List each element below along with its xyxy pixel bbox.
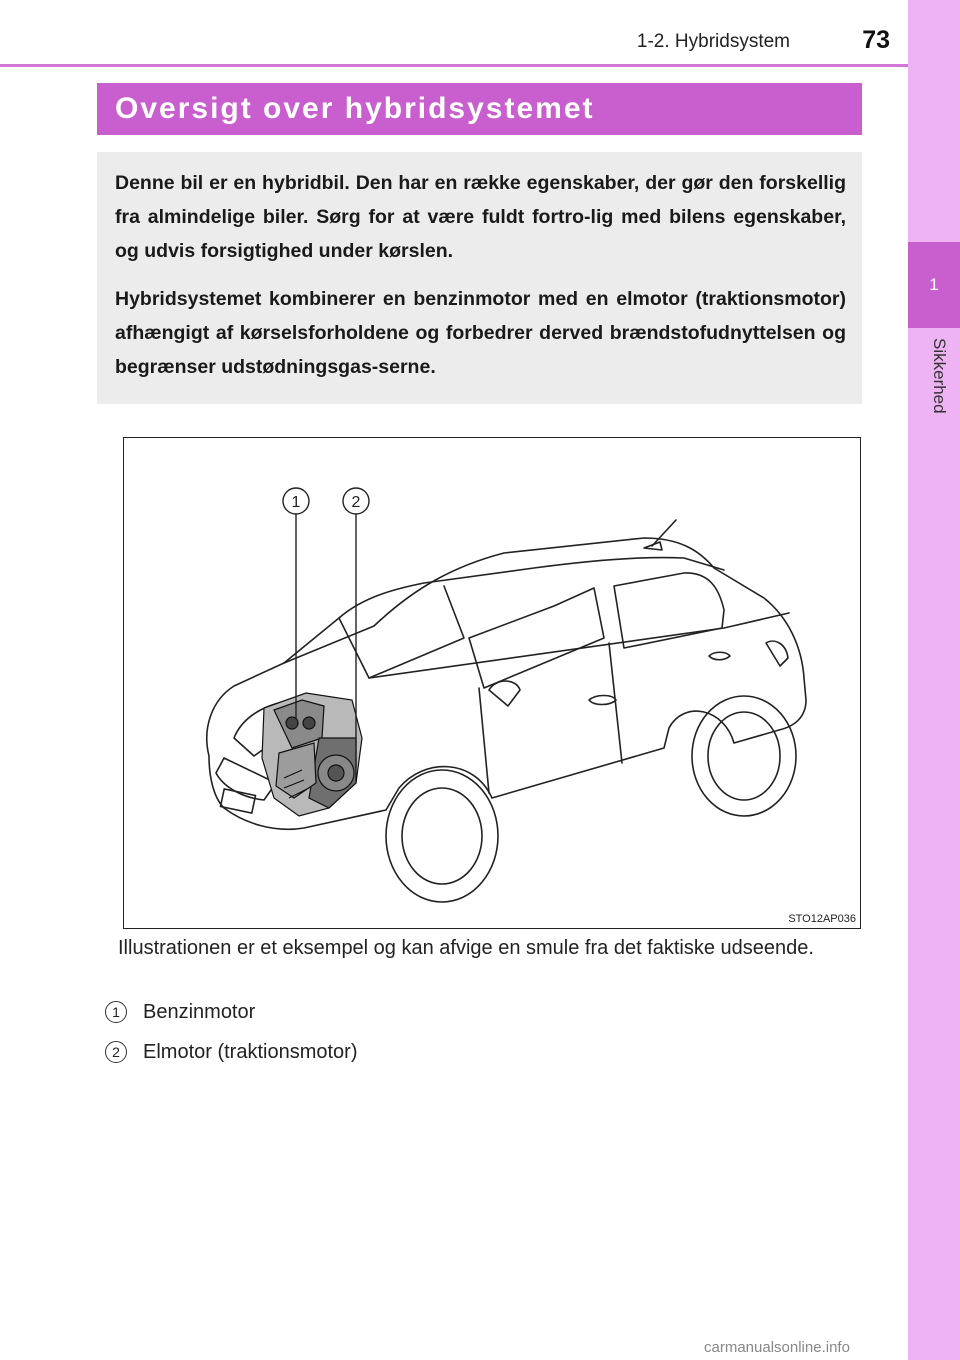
side-mirror: [489, 681, 520, 706]
page-number: 73: [862, 26, 890, 54]
door-handle-front: [589, 696, 616, 705]
header-divider: [0, 64, 908, 67]
car-illustration: [123, 437, 861, 929]
front-wheel-rim: [402, 788, 482, 884]
legend-label: Benzinmotor: [143, 1000, 256, 1023]
intro-paragraph-1: Denne bil er en hybridbil. Den har en række egenskaber, der gør den forskellig fra almindelige biler. Sørg for at være fuldt fortro-lig med bilens egenskaber, og udvis forsigtighed under kørslen.: [115, 172, 846, 262]
car-roof: [284, 557, 724, 663]
legend-item-1: [105, 997, 255, 1027]
chapter-number: 1: [908, 242, 960, 328]
legend-item-2: [105, 1037, 358, 1067]
door-line-front: [479, 688, 489, 793]
front-window: [469, 588, 604, 688]
belt-line: [369, 613, 789, 678]
page-title: Oversigt over hybridsystemet: [97, 83, 862, 135]
footer-website[interactable]: carmanualsonline.info: [704, 1339, 850, 1356]
rear-window: [614, 573, 724, 648]
legend-label: Elmotor (traktionsmotor): [143, 1040, 358, 1063]
engine-assembly: [262, 693, 362, 816]
callout-1-label: 1: [291, 494, 301, 511]
rear-wheel-rim: [708, 712, 780, 800]
chapter-label: Sikkerhed: [930, 338, 949, 414]
door-handle-rear: [709, 652, 730, 660]
legend-number: 1: [105, 1001, 127, 1023]
figure-caption: Illustrationen er et eksempel og kan afvige en smule fra det faktiske udseende.: [118, 937, 814, 959]
tail-light: [766, 641, 788, 666]
running-header-section: 1-2. Hybridsystem: [636, 31, 790, 52]
car-drawing: [124, 438, 862, 930]
callout-2-label: 2: [351, 494, 361, 511]
figure-code: STO12AP036: [788, 913, 856, 925]
antenna: [652, 520, 676, 546]
intro-box: [97, 152, 862, 404]
intro-paragraph-2: Hybridsystemet kombinerer en benzinmotor med en elmotor (traktionsmotor) afhængigt af kørselsforholdene og forbedrer derved brændstofudnyttelsen og begrænser udstødningsgas-serne.: [115, 288, 846, 378]
chapter-side-tab: [908, 0, 960, 1360]
callout-markers: [283, 488, 369, 514]
legend-number: 2: [105, 1041, 127, 1063]
